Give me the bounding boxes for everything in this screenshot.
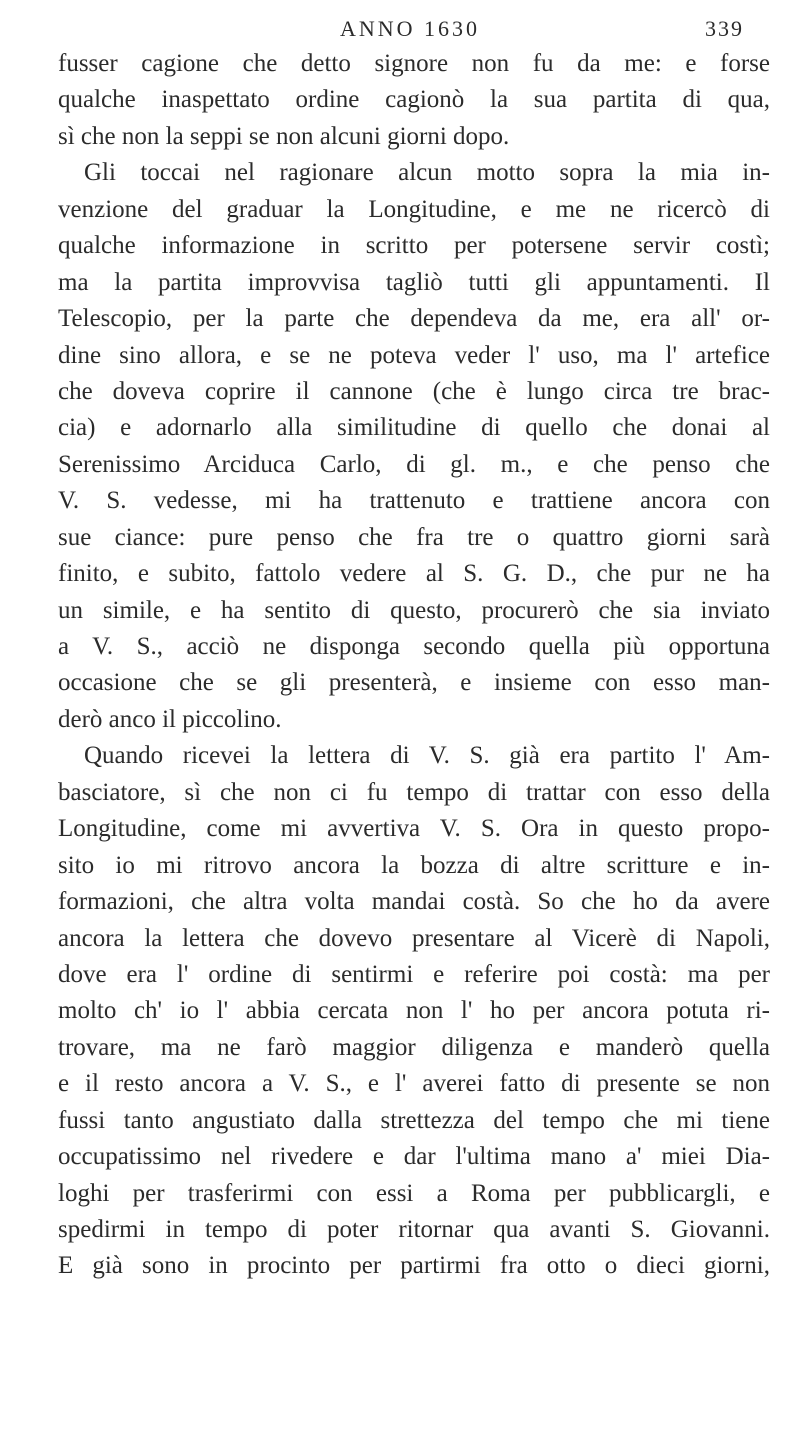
- text-line: un simile, e ha sentito di questo, procurerò che sia inviato: [58, 596, 770, 624]
- text-line: sue ciance: pure penso che fra tre o quattro giorni sarà: [58, 523, 770, 551]
- text-line: basciatore, sì che non ci fu tempo di trattar con esso della: [58, 778, 770, 806]
- text-line: dove era l' ordine di sentirmi e referire poi costà: ma per: [58, 960, 770, 988]
- text-line: molto ch' io l' abbia cercata non l' ho per ancora potuta ri-: [58, 997, 770, 1025]
- text-line: fussi tanto angustiato dalla strettezza del tempo che mi tiene: [58, 1106, 770, 1134]
- text-line: Gli toccai nel ragionare alcun motto sopra la mia in-: [84, 159, 770, 187]
- page-number: 339: [705, 16, 744, 41]
- text-line: E già sono in procinto per partirmi fra otto o dieci giorni,: [58, 1252, 770, 1280]
- text-line: derò anco il piccolino.: [58, 705, 282, 733]
- text-line: sì che non la seppi se non alcuni giorni dopo.: [58, 122, 510, 150]
- text-line: occasione che se gli presenterà, e insieme con esso man-: [58, 669, 770, 697]
- text-line: trovare, ma ne farò maggior diligenza e manderò quella: [58, 1033, 770, 1061]
- text-line: Serenissimo Arciduca Carlo, di gl. m., e che penso che: [58, 450, 770, 478]
- text-line: occupatissimo nel rivedere e dar l'ultima mano a' miei Dia-: [58, 1143, 770, 1171]
- text-line: ma la partita improvvisa tagliò tutti gli appuntamenti. Il: [58, 268, 770, 296]
- text-line: qualche inaspettato ordine cagionò la sua partita di qua,: [58, 86, 770, 114]
- text-line: V. S. vedesse, mi ha trattenuto e trattiene ancora con: [58, 487, 770, 515]
- text-line: loghi per trasferirmi con essi a Roma per pubblicargli, e: [58, 1179, 770, 1207]
- text-line: cia) e adornarlo alla similitudine di quello che donai al: [58, 414, 770, 442]
- body-text: [58, 46, 770, 1426]
- text-line: a V. S., acciò ne disponga secondo quella più opportuna: [58, 633, 770, 660]
- text-line: sito io mi ritrovo ancora la bozza di altre scritture e in-: [58, 851, 770, 879]
- text-line: venzione del graduar la Longitudine, e me ne ricercò di: [58, 195, 770, 223]
- running-title: ANNO 1630: [339, 16, 481, 41]
- text-line: dine sino allora, e se ne poteva veder l' uso, ma l' artefice: [58, 341, 770, 369]
- text-line: finito, e subito, fattolo vedere al S. G. D., che pur ne ha: [58, 560, 770, 588]
- text-line: Telescopio, per la parte che dependeva da me, era all' or-: [58, 305, 770, 333]
- text-line: formazioni, che altra volta mandai costà. So che ho da avere: [58, 888, 770, 916]
- text-line: Quando ricevei la lettera di V. S. già era partito l' Am-: [84, 742, 770, 770]
- text-line: spedirmi in tempo di poter ritornar qua avanti S. Giovanni.: [58, 1216, 770, 1243]
- text-line: Longitudine, come mi avvertiva V. S. Ora in questo propo-: [58, 815, 770, 843]
- text-line: qualche informazione in scritto per potersene servir costì;: [58, 232, 770, 260]
- text-line: che doveva coprire il cannone (che è lungo circa tre brac-: [58, 377, 770, 405]
- text-line: e il resto ancora a V. S., e l' averei fatto di presente se non: [58, 1070, 770, 1098]
- text-line: ancora la lettera che dovevo presentare al Vicerè di Napoli,: [58, 924, 770, 952]
- text-line: fusser cagione che detto signore non fu da me: e forse: [58, 50, 770, 77]
